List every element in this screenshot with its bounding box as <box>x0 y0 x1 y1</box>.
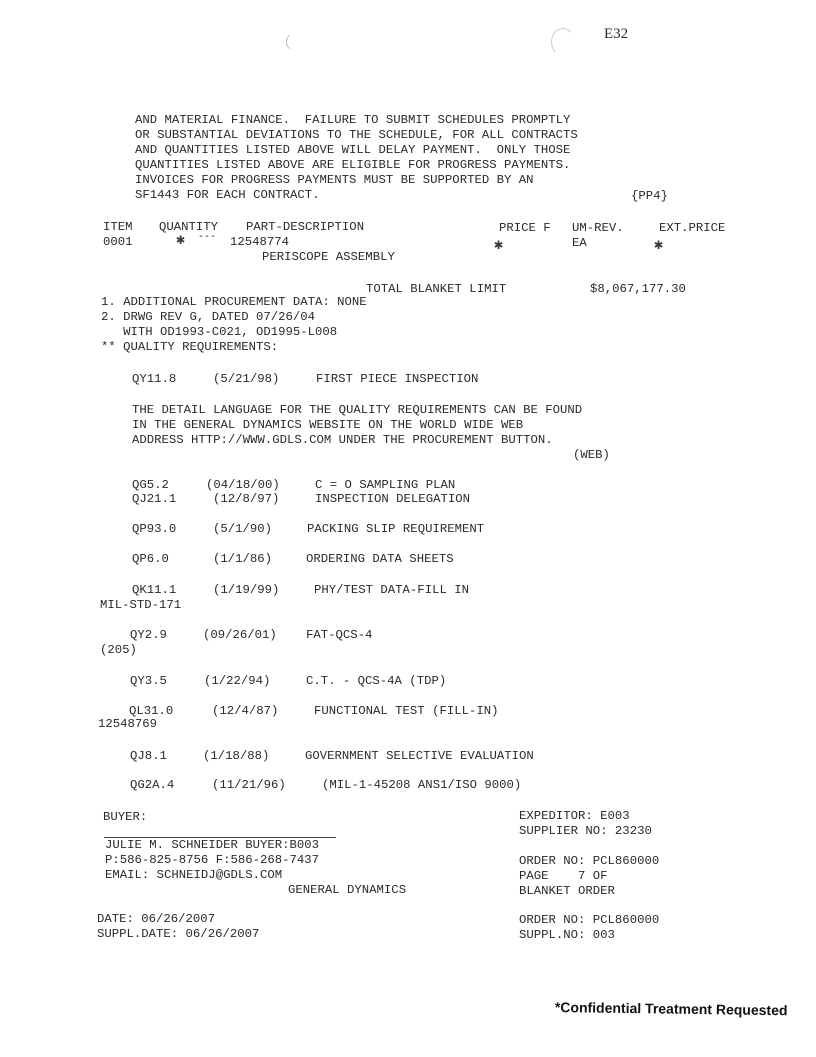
quality-code: QP6.0 <box>132 552 169 566</box>
quality-date: (1/19/99) <box>213 583 280 597</box>
expeditor: EXPEDITOR: E003 <box>519 809 630 823</box>
quality-description: GOVERNMENT SELECTIVE EVALUATION <box>305 749 534 763</box>
quality-date: (5/21/98) <box>213 372 280 386</box>
web-line: THE DETAIL LANGUAGE FOR THE QUALITY REQUIREMENTS CAN BE FOUND <box>132 403 583 417</box>
quality-code: QJ8.1 <box>130 749 167 763</box>
quality-code: QG5.2 <box>132 478 169 492</box>
paragraph-code: {PP4} <box>631 189 668 203</box>
column-header-item: ITEM <box>103 220 133 234</box>
company-name: GENERAL DYNAMICS <box>288 883 407 897</box>
total-label: TOTAL BLANKET LIMIT <box>366 282 507 296</box>
quality-date: (1/1/86) <box>213 552 273 566</box>
quality-date: (11/21/96) <box>212 778 286 792</box>
column-header-um-rev: UM-REV. <box>572 221 624 235</box>
quality-description: ORDERING DATA SHEETS <box>306 552 454 566</box>
part-description: PERISCOPE ASSEMBLY <box>262 250 395 264</box>
quality-code: QP93.0 <box>132 522 177 536</box>
paragraph-line: OR SUBSTANTIAL DEVIATIONS TO THE SCHEDULE, FOR ALL CONTRACTS <box>135 128 578 142</box>
column-header-price-f: PRICE F <box>499 221 551 235</box>
item-number: 0001 <box>103 235 133 249</box>
buyer-email: EMAIL: SCHNEIDJ@GDLS.COM <box>105 868 283 882</box>
column-header-ext-price: EXT.PRICE <box>659 221 726 235</box>
paragraph-line: INVOICES FOR PROGRESS PAYMENTS MUST BE SUPPORTED BY AN <box>135 173 534 187</box>
quality-code: QL31.0 <box>129 704 174 718</box>
note-line: WITH OD1993-C021, OD1995-L008 <box>101 325 338 339</box>
unit-of-measure: EA <box>572 236 587 250</box>
redaction-asterisk: ✱ <box>176 232 186 249</box>
buyer-phone: P:586-825-8756 F:586-268-7437 <box>105 853 320 867</box>
paragraph-line: QUANTITIES LISTED ABOVE ARE ELIGIBLE FOR PROGRESS PAYMENTS. <box>135 158 571 172</box>
quality-description: PHY/TEST DATA-FILL IN <box>314 583 469 597</box>
quality-description: (MIL-1-45208 ANS1/ISO 9000) <box>322 778 522 792</box>
order-type: BLANKET ORDER <box>519 884 615 898</box>
quality-date: (1/22/94) <box>204 674 271 688</box>
quality-date: (12/4/87) <box>212 704 279 718</box>
quality-date: (5/1/90) <box>213 522 273 536</box>
scan-smudge <box>286 32 308 52</box>
redaction-asterisk: ✱ <box>654 237 664 254</box>
quality-description: PACKING SLIP REQUIREMENT <box>307 522 485 536</box>
quality-description: FUNCTIONAL TEST (FILL-IN) <box>314 704 499 718</box>
page-number: PAGE 7 OF <box>519 869 608 883</box>
order-number-footer: ORDER NO: PCL860000 <box>519 913 660 927</box>
column-header-part-description: PART-DESCRIPTION <box>246 220 365 234</box>
note-line: ** QUALITY REQUIREMENTS: <box>101 340 279 354</box>
note-line: 1. ADDITIONAL PROCUREMENT DATA: NONE <box>101 295 367 309</box>
quality-description: FAT-QCS-4 <box>306 628 373 642</box>
part-number: 12548774 <box>230 235 290 249</box>
quality-extra: MIL-STD-171 <box>100 598 182 612</box>
quality-code: QJ21.1 <box>132 492 177 506</box>
supplier-number: SUPPLIER NO: 23230 <box>519 824 652 838</box>
quality-code: QY3.5 <box>130 674 167 688</box>
quality-date: (1/18/88) <box>203 749 270 763</box>
web-code: (WEB) <box>573 448 610 462</box>
supplement-date: SUPPL.DATE: 06/26/2007 <box>97 927 260 941</box>
paragraph-line: SF1443 FOR EACH CONTRACT. <box>135 188 320 202</box>
quality-extra: 12548769 <box>98 717 158 731</box>
total-value: $8,067,177.30 <box>590 282 686 296</box>
page-id: E32 <box>604 26 629 42</box>
paragraph-line: AND MATERIAL FINANCE. FAILURE TO SUBMIT SCHEDULES PROMPTLY <box>135 113 571 127</box>
quantity-dash: --- <box>198 232 217 243</box>
confidential-notice: *Confidential Treatment Requested <box>554 999 788 1019</box>
quality-code: QY2.9 <box>130 628 167 642</box>
column-header-quantity: QUANTITY <box>159 220 219 234</box>
buyer-label: BUYER: <box>103 810 148 824</box>
quality-description: FIRST PIECE INSPECTION <box>316 372 479 386</box>
quality-code: QK11.1 <box>132 583 177 597</box>
quality-code: QY11.8 <box>132 372 177 386</box>
web-line: IN THE GENERAL DYNAMICS WEBSITE ON THE WORLD WIDE WEB <box>132 418 524 432</box>
buyer-name: JULIE M. SCHNEIDER BUYER:B003 <box>105 838 320 852</box>
quality-code: QG2A.4 <box>130 778 175 792</box>
quality-description: C = O SAMPLING PLAN <box>315 478 456 492</box>
quality-description: C.T. - QCS-4A (TDP) <box>306 674 447 688</box>
order-number: ORDER NO: PCL860000 <box>519 854 660 868</box>
quality-date: (04/18/00) <box>206 478 280 492</box>
quality-date: (09/26/01) <box>203 628 277 642</box>
supplement-number: SUPPL.NO: 003 <box>519 928 615 942</box>
note-line: 2. DRWG REV G, DATED 07/26/04 <box>101 310 316 324</box>
quality-date: (12/8/97) <box>213 492 280 506</box>
redaction-asterisk: ✱ <box>494 237 504 254</box>
paragraph-line: AND QUANTITIES LISTED ABOVE WILL DELAY PAYMENT. ONLY THOSE <box>135 143 571 157</box>
web-line: ADDRESS HTTP://WWW.GDLS.COM UNDER THE PROCUREMENT BUTTON. <box>132 433 553 447</box>
quality-extra: (205) <box>100 643 137 657</box>
scan-smudge <box>551 28 575 56</box>
order-date: DATE: 06/26/2007 <box>97 912 216 926</box>
quality-description: INSPECTION DELEGATION <box>315 492 470 506</box>
